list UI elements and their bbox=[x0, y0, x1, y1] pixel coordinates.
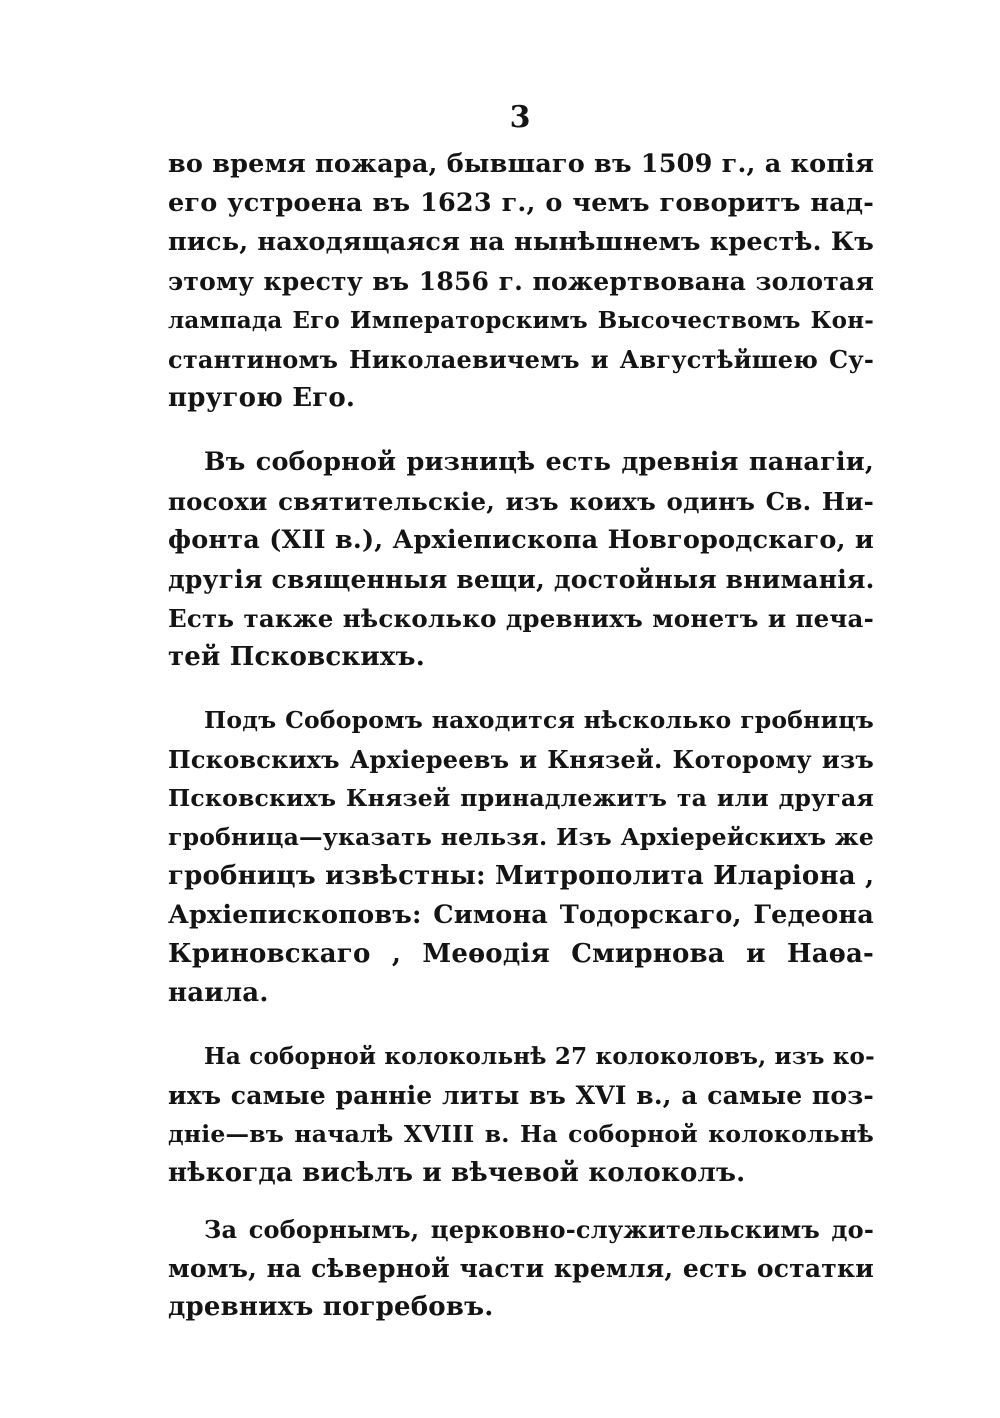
text-line: нѣкогда висѣлъ и вѣчевой колоколъ. bbox=[168, 1158, 746, 1188]
text-line: лампада Его Императорскимъ Высочествомъ Кон- bbox=[168, 307, 874, 334]
text-line: гробница—указать нельзя. Изъ Архіерейскихъ же bbox=[168, 823, 874, 851]
text-line: пись, находящаяся на нынѣшнемъ крестѣ. Къ bbox=[168, 227, 874, 257]
paragraph-sacristy bbox=[168, 443, 874, 677]
text-line: Въ соборной ризницѣ есть древнія панагіи, bbox=[204, 447, 874, 477]
text-line: фонта (XII в.), Архіепископа Новгородскаго, и bbox=[168, 525, 874, 555]
text-line: Есть также нѣсколько древнихъ монетъ и печа- bbox=[168, 604, 874, 633]
text-line: гробницъ извѣстны: Митрополита Иларіона , bbox=[168, 861, 875, 891]
page-number: 3 bbox=[509, 100, 531, 135]
text-line: другія священныя вещи, достойныя вниманія. bbox=[168, 565, 875, 594]
text-line: Архіепископовъ: Симона Тодорскаго, Гедеона bbox=[168, 900, 874, 930]
text-line: Криновскаго , Меѳодія Смирнова и Наѳа- bbox=[168, 939, 874, 969]
paragraph-tombs bbox=[168, 701, 874, 1013]
text-line: древнихъ погребовъ. bbox=[168, 1292, 494, 1322]
text-line: ихъ самые ранніе литы въ XVI в., а самые поз- bbox=[168, 1081, 874, 1110]
text-line: наила. bbox=[168, 978, 269, 1008]
text-line: На соборной колокольнѣ 27 колоколовъ, изъ ко- bbox=[204, 1043, 875, 1070]
text-line: За соборнымъ, церковно-служительскимъ до- bbox=[204, 1215, 874, 1244]
text-line: дніе—въ началѣ XVIII в. На соборной колокольнѣ bbox=[168, 1120, 874, 1148]
text-line: Псковскихъ Князей принадлежитъ та или другая bbox=[168, 784, 874, 812]
text-line: посохи святительскіе, изъ коихъ одинъ Св. Ни- bbox=[168, 487, 874, 516]
paragraph-bell-tower bbox=[168, 1037, 874, 1193]
text-line: во время пожара, бывшаго въ 1509 г., а копія bbox=[168, 149, 875, 179]
text-line: этому кресту въ 1856 г. пожертвована золотая bbox=[168, 267, 874, 296]
text-line: его устроена въ 1623 г., о чемъ говоритъ над- bbox=[168, 188, 874, 218]
text-line: момъ, на сѣверной части кремля, есть остатки bbox=[168, 1254, 874, 1283]
paragraph-fire-and-cross bbox=[168, 145, 874, 418]
text-line: тей Псковскихъ. bbox=[168, 642, 425, 672]
text-line: Псковскихъ Архіереевъ и Князей. Которому изъ bbox=[168, 745, 874, 774]
text-line: Подъ Соборомъ находится нѣсколько гробницъ bbox=[204, 706, 874, 734]
paragraph-cellars bbox=[168, 1210, 874, 1327]
text-line: стантиномъ Николаевичемъ и Августѣйшею Су- bbox=[168, 345, 874, 374]
text-line: пругою Его. bbox=[168, 383, 356, 413]
